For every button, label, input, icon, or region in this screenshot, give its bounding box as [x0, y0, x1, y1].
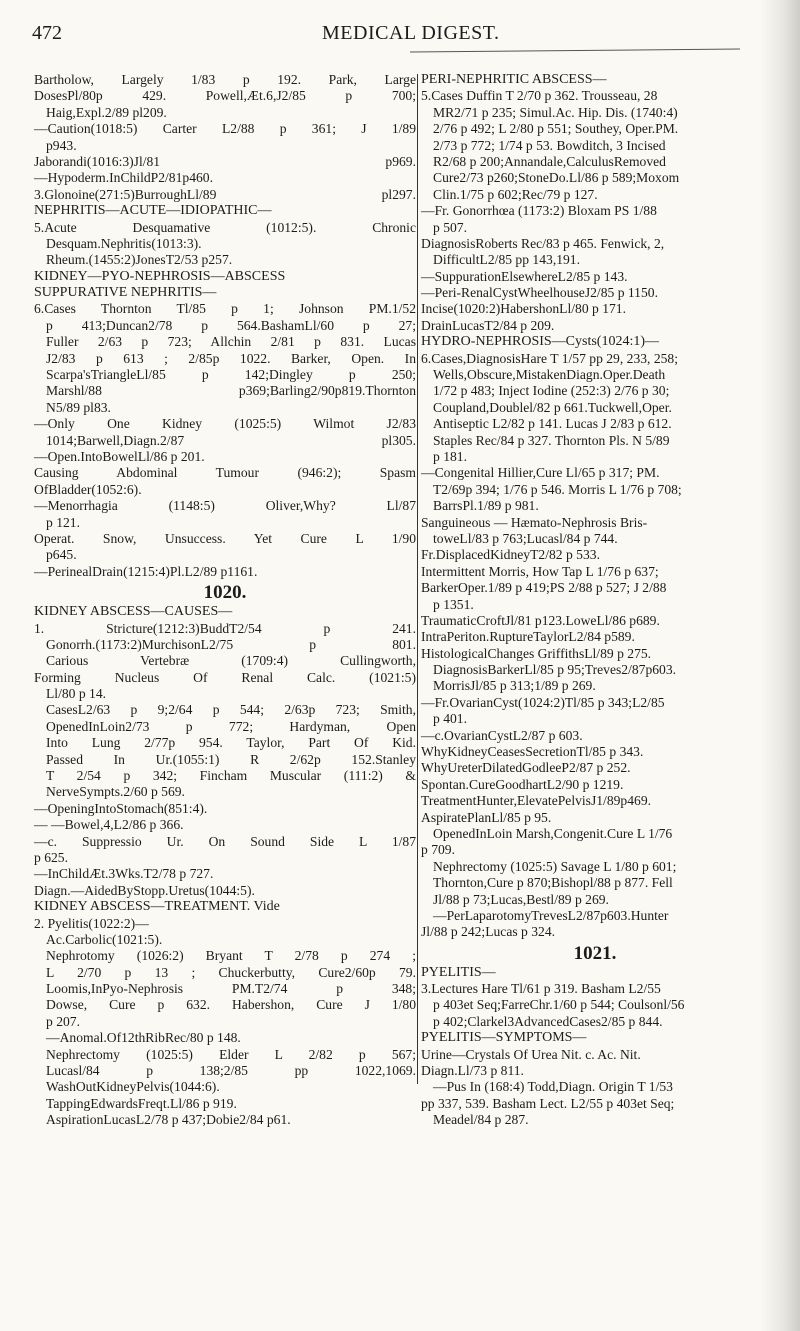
index-line: 6.Cases,DiagnosisHare T 1/57 pp 29, 233, 258; — [421, 350, 679, 366]
index-line: 5.Cases Duffin T 2/70 p 362. Trousseau, 28 — [421, 88, 658, 104]
index-line: Scarpa'sTriangleLl/85 p 142;Dingley p 250; — [46, 367, 416, 383]
index-line: —PerLaparotomyTrevesL2/87p603.Hunter — [433, 907, 669, 923]
index-line: toweLl/83 p 763;Lucasl/84 p 744. — [433, 530, 618, 546]
index-line: Nephrectomy (1025:5) Elder L 2/82 p 567; — [46, 1046, 416, 1062]
index-line: OpenedInLoin Marsh,Congenit.Cure L 1/76 — [433, 825, 673, 841]
index-line: p 402;Clarkel3AdvancedCases2/85 p 844. — [433, 1013, 663, 1029]
index-line: Dowse, Cure p 632. Habershon, Cure J 1/80 — [46, 997, 416, 1013]
index-line: 2/76 p 492; L 2/80 p 551; Southey, Oper.PM. — [433, 121, 679, 137]
index-line: Diagn.Ll/73 p 811. — [421, 1063, 524, 1079]
index-line: — —Bowel,4,L2/86 p 366. — [34, 817, 184, 833]
index-line: R2/68 p 200;Annandale,CalculusRemoved — [433, 153, 666, 169]
section-year: 1020. — [203, 582, 247, 604]
page-number: 472 — [32, 22, 62, 44]
index-line: Coupland,Doublel/82 p 661.Tuckwell,Oper. — [433, 399, 672, 415]
index-line: —Pus In (168:4) Todd,Diagn. Origin T 1/53 — [433, 1079, 673, 1095]
index-line: Bartholow, Largely 1/83 p 192. Park, Large — [34, 72, 416, 87]
index-line: WashOutKidneyPelvis(1044:6). — [46, 1079, 220, 1095]
index-line: p 403et Seq;FarreChr.1/60 p 544; Coulsonl/56 — [433, 997, 685, 1013]
index-line: 2. Pyelitis(1022:2)— — [34, 915, 149, 931]
section-heading: HYDRO-NEPHROSIS—Cysts(1024:1)— — [421, 334, 660, 350]
index-line: Jl/88 p 242;Lucas p 324. — [421, 924, 556, 940]
index-line: AspirationLucasL2/78 p 437;Dobie2/84 p61. — [46, 1112, 291, 1128]
section-heading: KIDNEY ABSCESS—CAUSES— — [34, 604, 233, 620]
index-line: p 207. — [46, 1013, 80, 1029]
column-divider — [417, 74, 418, 1084]
index-line: Lucasl/84 p 138;2/85 pp 1022,1069. — [46, 1063, 416, 1079]
section-heading: PYELITIS—SYMPTOMS— — [421, 1030, 587, 1046]
index-line: —Open.IntoBowelLl/86 p 201. — [34, 448, 205, 464]
index-line: p 181. — [433, 448, 467, 464]
index-line: Ll/80 p 14. — [46, 686, 107, 702]
index-line: 6.Cases Thornton Tl/85 p 1; Johnson PM.1/52 — [34, 301, 416, 317]
index-line: BarkerOper.1/89 p 419;PS 2/88 p 527; J 2/88 — [421, 580, 667, 596]
index-line: Jl/88 p 73;Lucas,Bestl/89 p 269. — [433, 891, 609, 907]
index-line: p 709. — [421, 842, 455, 858]
section-heading: NEPHRITIS—ACUTE—IDIOPATHIC— — [34, 203, 272, 219]
index-line: OfBladder(1052:6). — [34, 481, 142, 497]
index-line: p 121. — [46, 514, 80, 530]
index-line: —Hypoderm.InChildP2/81p460. — [34, 170, 213, 186]
index-line: Into Lung 2/77p 954. Taylor, Part Of Kid. — [46, 735, 416, 751]
index-line: Marshl/88 p369;Barling2/90p819.Thornton — [46, 383, 416, 399]
header-rule — [410, 49, 740, 53]
index-line: DiagnosisRoberts Rec/83 p 465. Fenwick, 2, — [421, 235, 665, 251]
index-line: —Menorrhagia (1148:5) Oliver,Why? Ll/87 — [34, 498, 416, 514]
index-line: BarrsPl.1/89 p 981. — [433, 498, 539, 514]
section-heading: KIDNEY ABSCESS—TREATMENT. Vide — [34, 899, 280, 915]
left-column — [34, 72, 416, 1129]
index-line: p 1351. — [433, 596, 474, 612]
index-line: N5/89 pl83. — [46, 399, 111, 415]
index-line: Cure2/73 p260;StoneDo.Ll/86 p 589;Moxom — [433, 170, 680, 186]
index-line: 1/72 p 483; Inject Iodine (252:3) 2/76 p 30; — [433, 383, 670, 399]
index-line: Fr.DisplacedKidneyT2/82 p 533. — [421, 547, 600, 563]
index-line: T 2/54 p 342; Fincham Muscular (111:2) & — [46, 768, 416, 784]
index-line: Nephrotomy (1026:2) Bryant T 2/78 p 274 ; — [46, 948, 416, 964]
index-line: —Congenital Hillier,Cure Ll/65 p 317; PM. — [421, 465, 660, 481]
index-line: Passed In Ur.(1055:1) R 2/62p 152.Stanley — [46, 751, 416, 767]
index-line: Fuller 2/63 p 723; Allchin 2/81 p 831. Lucas — [46, 334, 416, 350]
index-line: Thornton,Cure p 870;Bishopl/88 p 877. Fell — [433, 875, 673, 891]
index-line: —InChildÆt.3Wks.T2/78 p 727. — [34, 866, 214, 882]
index-line: Wells,Obscure,MistakenDiagn.Oper.Death — [433, 367, 666, 383]
index-line: MR2/71 p 235; Simul.Ac. Hip. Dis. (1740:4) — [433, 104, 678, 120]
index-line: WhyKidneyCeasesSecretionTl/85 p 343. — [421, 744, 644, 760]
index-line: HistologicalChanges GriffithsLl/89 p 275. — [421, 645, 652, 661]
index-line: Incise(1020:2)HabershonLl/80 p 171. — [421, 301, 626, 317]
index-line: pp 337, 539. Basham Lect. L2/55 p 403et Seq; — [421, 1095, 675, 1111]
running-title: MEDICAL DIGEST. — [322, 22, 500, 44]
index-line: Gonorrh.(1173:2)MurchisonL2/75 p 801. — [46, 636, 416, 652]
index-line: —Fr.OvarianCyst(1024:2)Tl/85 p 343;L2/85 — [421, 694, 665, 710]
index-line: 3.Glonoine(271:5)BurroughLl/89 pl297. — [34, 186, 416, 202]
index-line: p 625. — [34, 849, 68, 865]
index-line: NerveSympts.2/60 p 569. — [46, 784, 185, 800]
index-line: Staples Rec/84 p 327. Thornton Pls. N 5/89 — [433, 432, 670, 448]
index-line: p 413;Duncan2/78 p 564.BashamLl/60 p 27; — [46, 317, 416, 333]
index-line: 3.Lectures Hare Tl/61 p 319. Basham L2/55 — [421, 981, 661, 997]
page-header — [0, 22, 800, 50]
index-line: MorrisJl/85 p 313;1/89 p 269. — [433, 678, 596, 694]
index-line: Urine—Crystals Of Urea Nit. c. Ac. Nit. — [421, 1046, 641, 1062]
index-line: L 2/70 p 13 ; Chuckerbutty, Cure2/60p 79. — [46, 964, 416, 980]
index-line: AspiratePlanLl/85 p 95. — [421, 809, 552, 825]
index-line: WhyUreterDilatedGodleeP2/87 p 252. — [421, 760, 631, 776]
index-line: J2/83 p 613 ; 2/85p 1022. Barker, Open. In — [46, 350, 416, 366]
index-line: Causing Abdominal Tumour (946:2); Spasm — [34, 465, 416, 481]
index-line: Clin.1/75 p 602;Rec/79 p 127. — [433, 186, 598, 202]
section-year: 1021. — [573, 942, 617, 964]
section-heading: SUPPURATIVE NEPHRITIS— — [34, 285, 217, 301]
index-line: CasesL2/63 p 9;2/64 p 544; 2/63p 723; Smith, — [46, 702, 416, 718]
index-line: 5.Acute Desquamative (1012:5). Chronic — [34, 219, 416, 235]
index-line: OpenedInLoin2/73 p 772; Hardyman, Open — [46, 718, 416, 734]
right-column — [421, 72, 769, 1129]
index-line: —c. Suppressio Ur. On Sound Side L 1/87 — [34, 833, 416, 849]
index-line: Diagn.—AidedByStopp.Uretus(1044:5). — [34, 882, 255, 898]
index-line: —PerinealDrain(1215:4)Pl.L2/89 p1161. — [34, 563, 258, 579]
index-line: DosesPl/80p 429. Powell,Æt.6,J2/85 p 700; — [34, 88, 416, 104]
index-line: IntraPeriton.RuptureTaylorL2/84 p589. — [421, 629, 635, 645]
index-line: Meadel/84 p 287. — [433, 1112, 529, 1128]
index-line: 1. Stricture(1212:3)BuddT2/54 p 241. — [34, 620, 416, 636]
index-line: —SuppurationElsewhereL2/85 p 143. — [421, 268, 628, 284]
index-line: —Caution(1018:5) Carter L2/88 p 361; J 1/89 — [34, 121, 416, 137]
section-heading: PYELITIS— — [421, 964, 496, 980]
index-line: p943. — [46, 137, 77, 153]
section-heading: KIDNEY—PYO-NEPHROSIS—ABSCESS — [34, 268, 286, 284]
index-line: Loomis,InPyo-Nephrosis PM.T2/74 p 348; — [46, 981, 416, 997]
index-line: p 507. — [433, 219, 467, 235]
index-line: Desquam.Nephritis(1013:3). — [46, 235, 202, 251]
index-line: Rheum.(1455:2)JonesT2/53 p257. — [46, 252, 233, 268]
section-heading: PERI-NEPHRITIC ABSCESS— — [421, 72, 607, 87]
index-line: Spontan.CureGoodhartL2/90 p 1219. — [421, 776, 624, 792]
index-line: Ac.Carbolic(1021:5). — [46, 931, 163, 947]
index-line: DrainLucasT2/84 p 209. — [421, 317, 555, 333]
index-line: Nephrectomy (1025:5) Savage L 1/80 p 601; — [433, 858, 677, 874]
index-line: 2/73 p 772; 1/74 p 53. Bowditch, 3 Incised — [433, 137, 666, 153]
index-line: Intermittent Morris, How Tap L 1/76 p 637; — [421, 563, 659, 579]
index-line: —c.OvarianCystL2/87 p 603. — [421, 727, 583, 743]
index-line: 1014;Barwell,Diagn.2/87 pl305. — [46, 432, 416, 448]
index-line: TreatmentHunter,ElevatePelvisJ1/89p469. — [421, 793, 652, 809]
index-line: —Anomal.Of12thRibRec/80 p 148. — [46, 1030, 241, 1046]
index-line: Antiseptic L2/82 p 141. Lucas J 2/83 p 612. — [433, 416, 672, 432]
index-line: —Only One Kidney (1025:5) Wilmot J2/83 — [34, 416, 416, 432]
index-line: —Peri-RenalCystWheelhouseJ2/85 p 1150. — [421, 285, 658, 301]
index-line: DifficultL2/85 pp 143,191. — [433, 252, 581, 268]
index-line: —OpeningIntoStomach(851:4). — [34, 800, 208, 816]
page-binding-shadow — [760, 0, 800, 1331]
index-line: TraumaticCroftJl/81 p123.LoweLl/86 p689. — [421, 612, 660, 628]
index-line: Forming Nucleus Of Renal Calc. (1021:5) — [34, 669, 416, 685]
index-line: TappingEdwardsFreqt.Ll/86 p 919. — [46, 1095, 237, 1111]
index-line: p 401. — [433, 711, 467, 727]
index-line: —Fr. Gonorrhœa (1173:2) Bloxam PS 1/88 — [421, 203, 657, 219]
index-line: Operat. Snow, Unsuccess. Yet Cure L 1/90 — [34, 530, 416, 546]
index-line: p645. — [46, 547, 77, 563]
index-line: T2/69p 394; 1/76 p 546. Morris L 1/76 p 708; — [433, 481, 682, 497]
index-line: Haig,Expl.2/89 pl209. — [46, 104, 167, 120]
index-line: Carious Vertebræ (1709:4) Cullingworth, — [46, 653, 416, 669]
index-line: DiagnosisBarkerLl/85 p 95;Treves2/87p603. — [433, 662, 677, 678]
index-line: Jaborandi(1016:3)Jl/81 p969. — [34, 153, 416, 169]
index-line: Sanguineous — Hæmato-Nephrosis Bris- — [421, 514, 648, 530]
